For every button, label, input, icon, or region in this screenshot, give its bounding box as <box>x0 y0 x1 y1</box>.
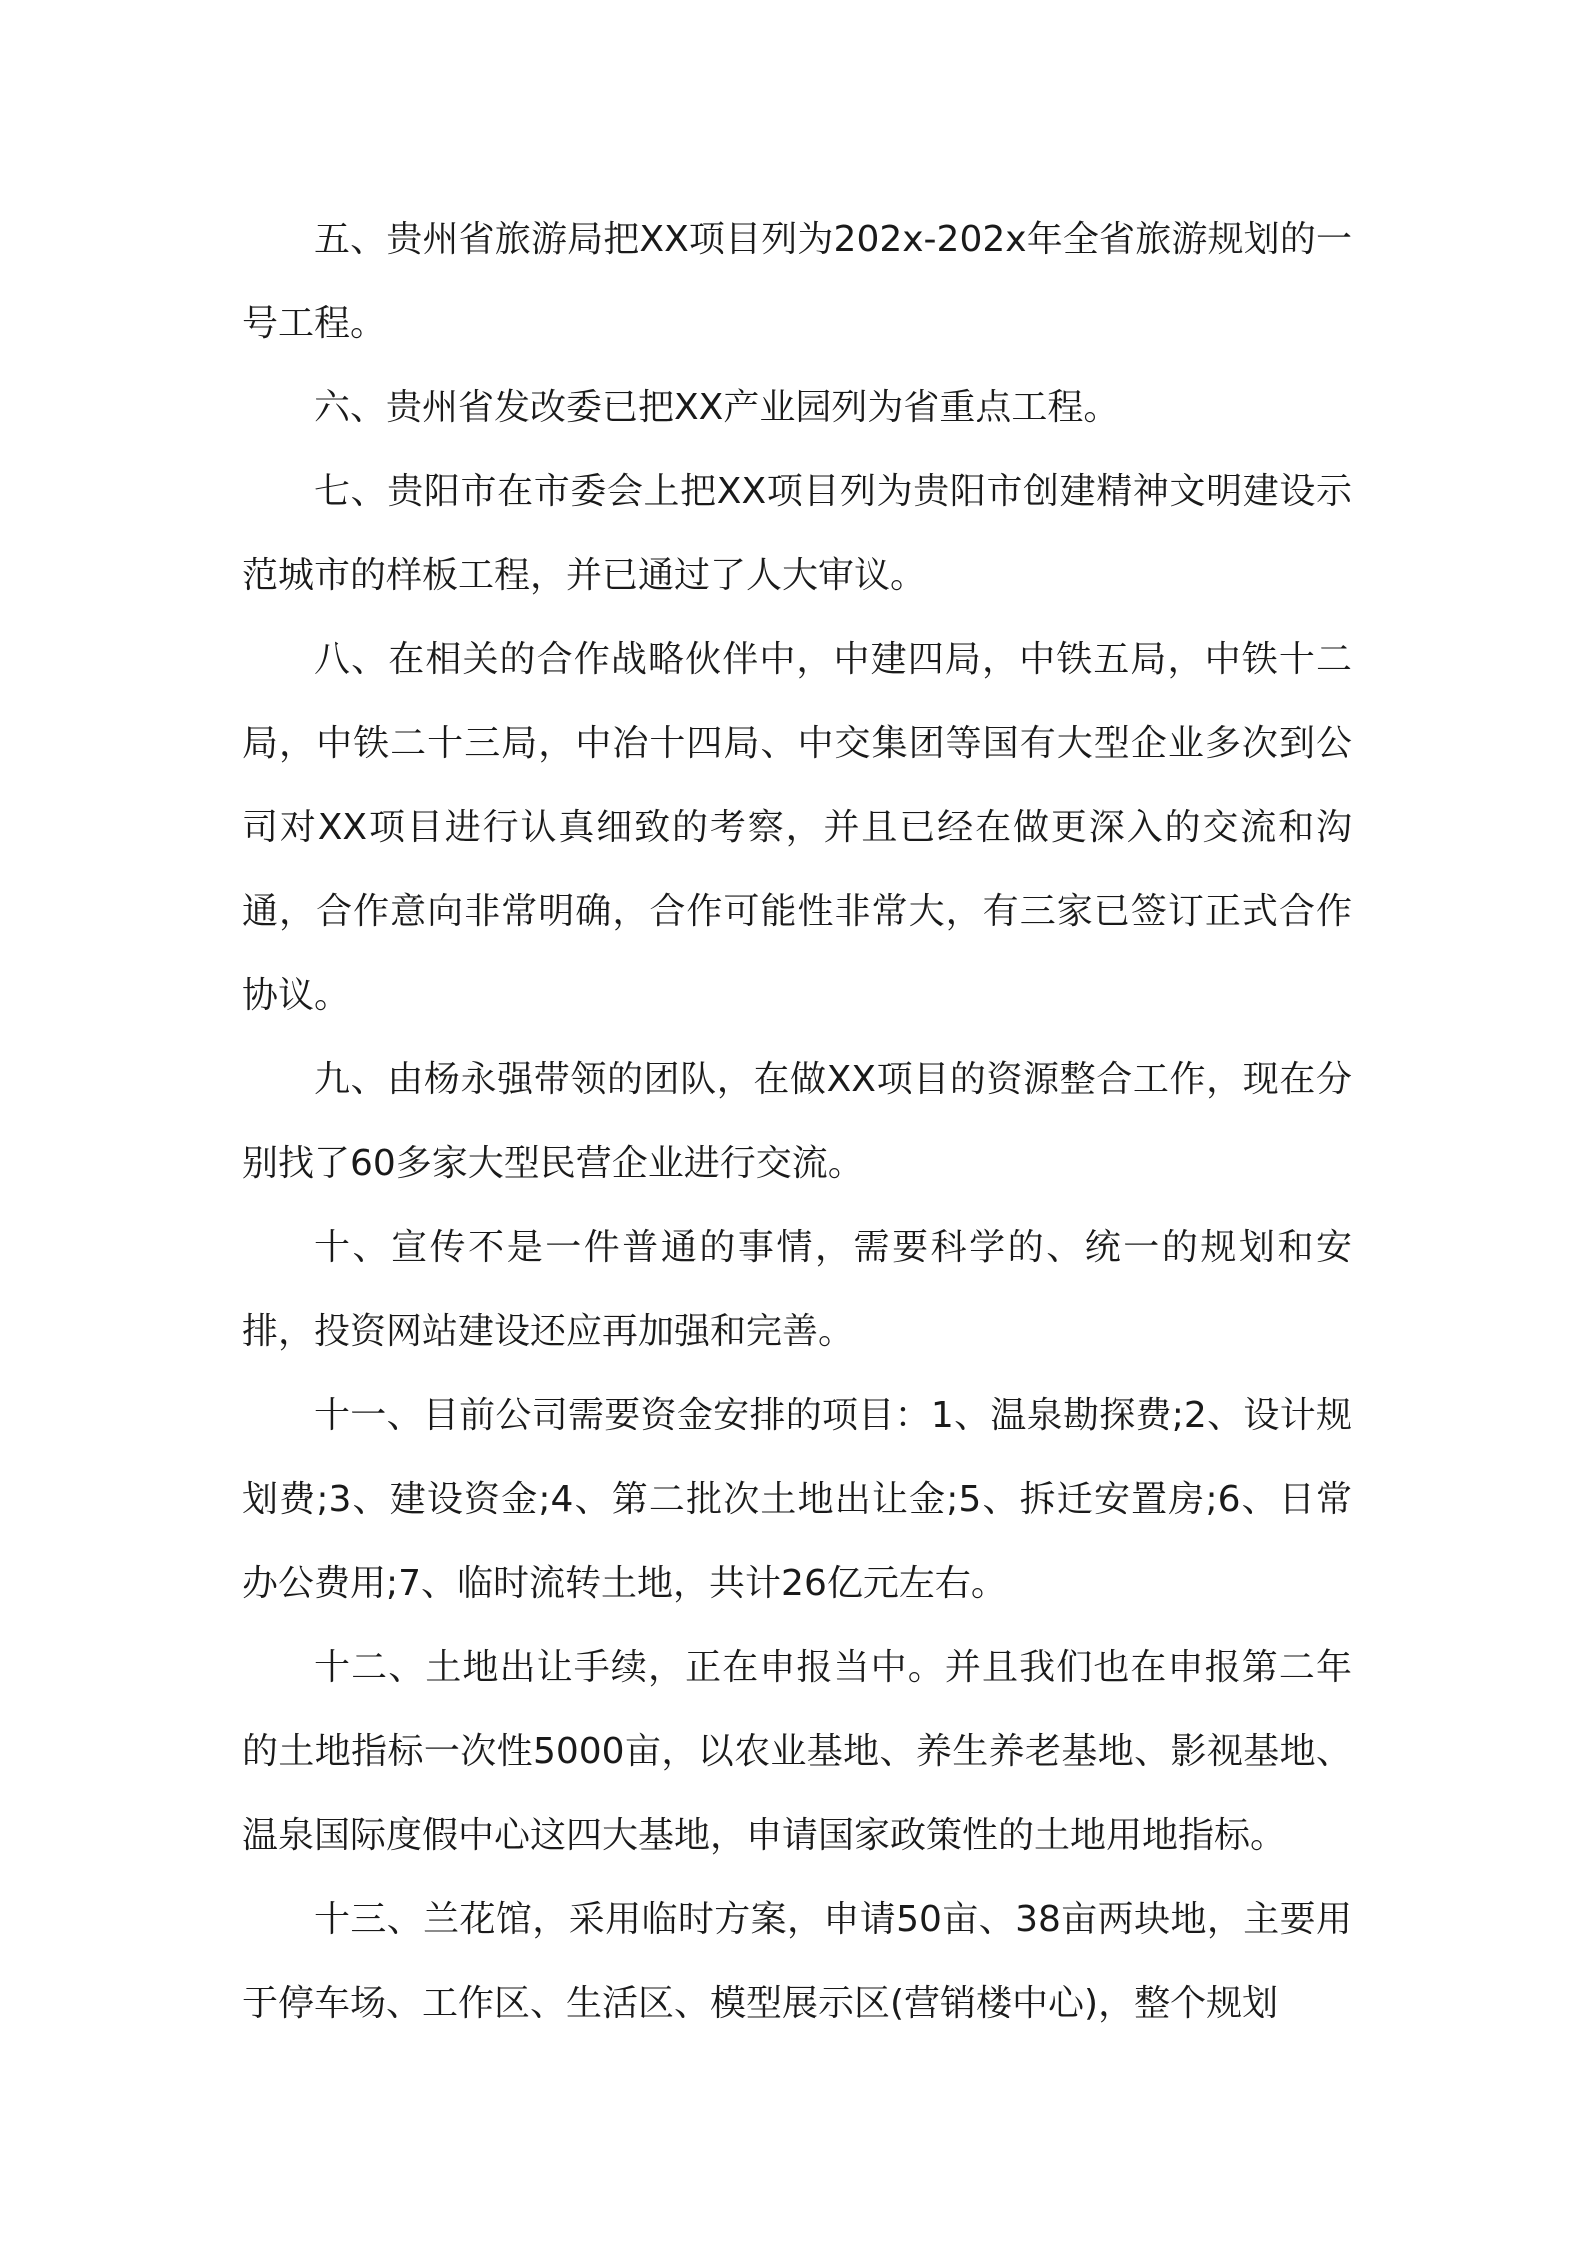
paragraph-8: 八、在相关的合作战略伙伴中，中建四局，中铁五局，中铁十二局，中铁二十三局，中冶十四局、中交集团等国有大型企业多次到公司对XX项目进行认真细致的考察，并且已经在做更深入的交流和沟通，合作意向非常明确，合作可能性非常大，有三家已签订正式合作协议。 <box>242 639 1352 1016</box>
paragraph-13: 十三、兰花馆，采用临时方案，申请50亩、38亩两块地，主要用于停车场、工作区、生活区、模型展示区(营销楼中心)，整个规划 <box>242 1899 1352 2024</box>
paragraph-7: 七、贵阳市在市委会上把XX项目列为贵阳市创建精神文明建设示范城市的样板工程，并已通过了人大审议。 <box>242 471 1352 596</box>
paragraph-12: 十二、土地出让手续，正在申报当中。并且我们也在申报第二年的土地指标一次性5000亩，以农业基地、养生养老基地、影视基地、温泉国际度假中心这四大基地，申请国家政策性的土地用地指标。 <box>242 1647 1352 1856</box>
document-body <box>242 198 1352 2046</box>
paragraph-6: 六、贵州省发改委已把XX产业园列为省重点工程。 <box>314 387 1120 428</box>
paragraph-5: 五、贵州省旅游局把XX项目列为202x-202x年全省旅游规划的一号工程。 <box>242 219 1352 344</box>
paragraph-11: 十一、目前公司需要资金安排的项目：1、温泉勘探费;2、设计规划费;3、建设资金;4、第二批次土地出让金;5、拆迁安置房;6、日常办公费用;7、临时流转土地，共计26亿元左右。 <box>242 1395 1352 1604</box>
paragraph-9: 九、由杨永强带领的团队，在做XX项目的资源整合工作，现在分别找了60多家大型民营企业进行交流。 <box>242 1059 1352 1184</box>
paragraph-10: 十、宣传不是一件普通的事情，需要科学的、统一的规划和安排，投资网站建设还应再加强和完善。 <box>242 1227 1352 1352</box>
